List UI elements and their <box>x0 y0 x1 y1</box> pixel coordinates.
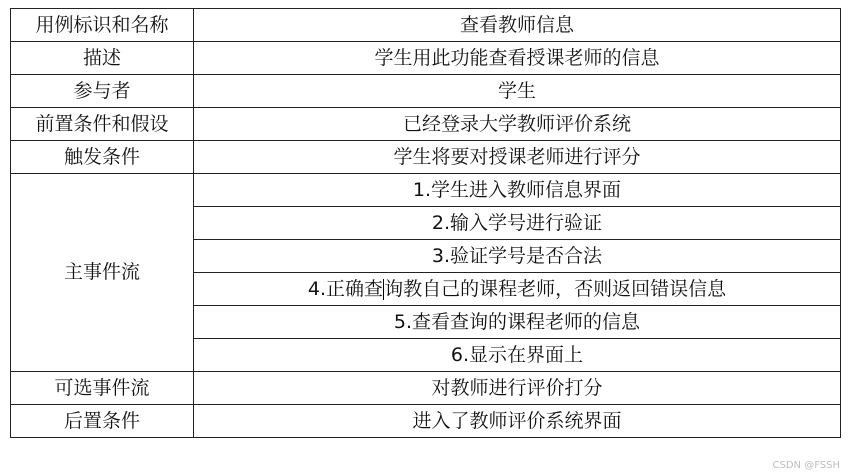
value-description: 学生用此功能查看授课老师的信息 <box>194 42 841 75</box>
row-postconditions <box>11 405 841 438</box>
main-flow-step-4 <box>194 273 841 306</box>
main-flow-step-1: 1.学生进入教师信息界面 <box>194 174 841 207</box>
row-description <box>11 42 841 75</box>
label-postconditions: 后置条件 <box>11 405 194 438</box>
label-description: 描述 <box>11 42 194 75</box>
step-4-text-after-cursor: 询教自己的课程老师，否则返回错误信息 <box>384 277 727 300</box>
value-alternative-flow: 对教师进行评价打分 <box>194 372 841 405</box>
main-flow-step-2: 2.输入学号进行验证 <box>194 207 841 240</box>
value-trigger: 学生将要对授课老师进行评分 <box>194 141 841 174</box>
label-use-case-name: 用例标识和名称 <box>11 9 194 42</box>
row-alternative-flow <box>11 372 841 405</box>
label-trigger: 触发条件 <box>11 141 194 174</box>
main-flow-step-6: 6.显示在界面上 <box>194 339 841 372</box>
row-preconditions <box>11 108 841 141</box>
use-case-table <box>10 8 841 438</box>
label-main-flow: 主事件流 <box>11 174 194 372</box>
main-flow-step-3: 3.验证学号是否合法 <box>194 240 841 273</box>
value-postconditions: 进入了教师评价系统界面 <box>194 405 841 438</box>
watermark: CSDN @FSSH <box>772 460 840 471</box>
row-use-case-name <box>11 9 841 42</box>
label-alternative-flow: 可选事件流 <box>11 372 194 405</box>
value-preconditions: 已经登录大学教师评价系统 <box>194 108 841 141</box>
row-trigger <box>11 141 841 174</box>
step-4-text-before-cursor: 4.正确查 <box>307 277 384 300</box>
main-flow-step-5: 5.查看查询的课程老师的信息 <box>194 306 841 339</box>
value-participants: 学生 <box>194 75 841 108</box>
row-participants <box>11 75 841 108</box>
label-participants: 参与者 <box>11 75 194 108</box>
row-main-flow-step-1 <box>11 174 841 207</box>
value-use-case-name: 查看教师信息 <box>194 9 841 42</box>
label-preconditions: 前置条件和假设 <box>11 108 194 141</box>
